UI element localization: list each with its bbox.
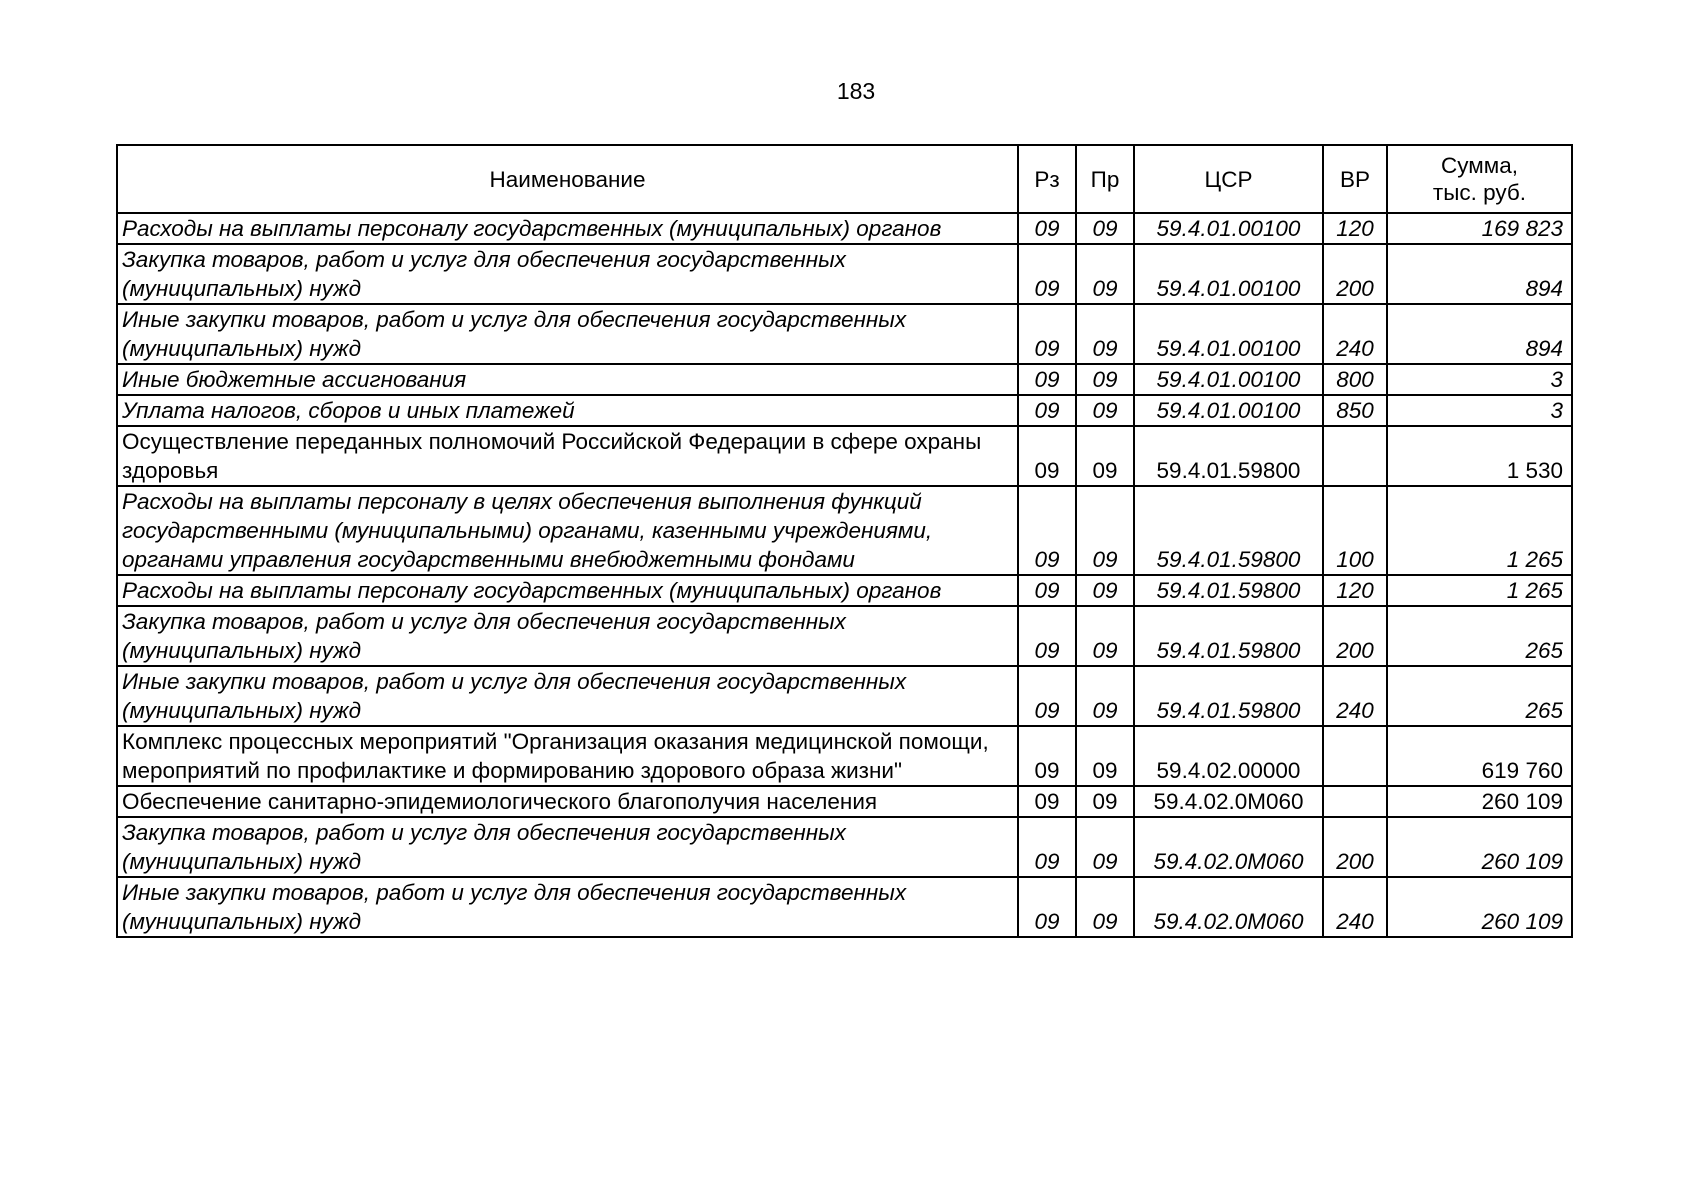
header-vr: ВР: [1323, 145, 1387, 213]
row-rz: 09: [1018, 213, 1076, 244]
row-csr: 59.4.02.0М060: [1134, 786, 1323, 817]
row-vr: [1323, 426, 1387, 486]
row-csr: 59.4.01.00100: [1134, 395, 1323, 426]
header-name: Наименование: [117, 145, 1018, 213]
row-sum: 260 109: [1387, 817, 1572, 877]
row-sum: 619 760: [1387, 726, 1572, 786]
row-csr: 59.4.01.59800: [1134, 486, 1323, 575]
row-csr: 59.4.01.59800: [1134, 575, 1323, 606]
row-vr: [1323, 786, 1387, 817]
row-vr: 240: [1323, 666, 1387, 726]
row-vr: 120: [1323, 213, 1387, 244]
row-name: Иные закупки товаров, работ и услуг для обеспечения государственных (муниципальных) нужд: [117, 666, 1018, 726]
table-row: [117, 426, 1572, 486]
table-row: [117, 575, 1572, 606]
row-rz: 09: [1018, 364, 1076, 395]
table-header-row: [117, 145, 1572, 213]
row-sum: 894: [1387, 304, 1572, 364]
row-csr: 59.4.01.59800: [1134, 606, 1323, 666]
row-name: Закупка товаров, работ и услуг для обеспечения государственных (муниципальных) нужд: [117, 817, 1018, 877]
header-sum-line1: Сумма,: [1441, 153, 1518, 178]
table-row: [117, 726, 1572, 786]
table-row: [117, 395, 1572, 426]
header-sum: [1387, 145, 1572, 213]
table-row: [117, 244, 1572, 304]
row-pr: 09: [1076, 786, 1134, 817]
table-row: [117, 213, 1572, 244]
row-rz: 09: [1018, 244, 1076, 304]
row-vr: 200: [1323, 606, 1387, 666]
row-pr: 09: [1076, 817, 1134, 877]
row-vr: 800: [1323, 364, 1387, 395]
row-csr: 59.4.01.00100: [1134, 304, 1323, 364]
row-vr: [1323, 726, 1387, 786]
table-row: [117, 606, 1572, 666]
row-sum: 260 109: [1387, 877, 1572, 937]
row-name: Обеспечение санитарно-эпидемиологического благополучия населения: [117, 786, 1018, 817]
row-sum: 1 265: [1387, 486, 1572, 575]
row-name: Комплекс процессных мероприятий "Организация оказания медицинской помощи, мероприятий по профилактике и формированию здорового образа жизни": [117, 726, 1018, 786]
row-rz: 09: [1018, 486, 1076, 575]
row-sum: 265: [1387, 666, 1572, 726]
row-pr: 09: [1076, 304, 1134, 364]
header-csr: ЦСР: [1134, 145, 1323, 213]
row-pr: 09: [1076, 575, 1134, 606]
row-rz: 09: [1018, 666, 1076, 726]
header-rz: Рз: [1018, 145, 1076, 213]
header-sum-line2: тыс. руб.: [1432, 180, 1527, 205]
row-name: Расходы на выплаты персоналу в целях обеспечения выполнения функций государственными (муниципальными) органами, казенными учреждениями, органами управления государственными внебюджетными фондами: [117, 486, 1018, 575]
row-rz: 09: [1018, 726, 1076, 786]
header-pr: Пр: [1076, 145, 1134, 213]
row-name: Расходы на выплаты персоналу государственных (муниципальных) органов: [117, 575, 1018, 606]
row-rz: 09: [1018, 575, 1076, 606]
row-csr: 59.4.01.59800: [1134, 426, 1323, 486]
row-vr: 850: [1323, 395, 1387, 426]
row-name: Расходы на выплаты персоналу государственных (муниципальных) органов: [117, 213, 1018, 244]
row-rz: 09: [1018, 606, 1076, 666]
row-rz: 09: [1018, 817, 1076, 877]
table-row: [117, 817, 1572, 877]
row-csr: 59.4.01.00100: [1134, 244, 1323, 304]
row-sum: 894: [1387, 244, 1572, 304]
row-vr: 100: [1323, 486, 1387, 575]
row-name: Уплата налогов, сборов и иных платежей: [117, 395, 1018, 426]
row-vr: 240: [1323, 304, 1387, 364]
table-body: [117, 213, 1572, 937]
row-rz: 09: [1018, 395, 1076, 426]
table-row: [117, 877, 1572, 937]
row-pr: 09: [1076, 726, 1134, 786]
row-pr: 09: [1076, 244, 1134, 304]
row-pr: 09: [1076, 426, 1134, 486]
row-csr: 59.4.01.00100: [1134, 364, 1323, 395]
page-number: 183: [836, 78, 876, 104]
row-pr: 09: [1076, 606, 1134, 666]
row-sum: 265: [1387, 606, 1572, 666]
row-name: Иные закупки товаров, работ и услуг для обеспечения государственных (муниципальных) нужд: [117, 304, 1018, 364]
row-csr: 59.4.02.0М060: [1134, 817, 1323, 877]
row-sum: 169 823: [1387, 213, 1572, 244]
row-vr: 240: [1323, 877, 1387, 937]
row-rz: 09: [1018, 877, 1076, 937]
row-vr: 120: [1323, 575, 1387, 606]
row-name: Закупка товаров, работ и услуг для обеспечения государственных (муниципальных) нужд: [117, 606, 1018, 666]
row-sum: 3: [1387, 364, 1572, 395]
row-name: Осуществление переданных полномочий Российской Федерации в сфере охраны здоровья: [117, 426, 1018, 486]
row-pr: 09: [1076, 486, 1134, 575]
row-pr: 09: [1076, 364, 1134, 395]
row-csr: 59.4.02.00000: [1134, 726, 1323, 786]
row-sum: 1 265: [1387, 575, 1572, 606]
row-pr: 09: [1076, 213, 1134, 244]
table-row: [117, 786, 1572, 817]
row-csr: 59.4.01.00100: [1134, 213, 1323, 244]
row-rz: 09: [1018, 426, 1076, 486]
row-rz: 09: [1018, 304, 1076, 364]
row-pr: 09: [1076, 395, 1134, 426]
table-row: [117, 666, 1572, 726]
budget-table: [116, 144, 1573, 938]
row-sum: 3: [1387, 395, 1572, 426]
row-csr: 59.4.01.59800: [1134, 666, 1323, 726]
row-sum: 260 109: [1387, 786, 1572, 817]
row-vr: 200: [1323, 244, 1387, 304]
table-row: [117, 304, 1572, 364]
table-row: [117, 486, 1572, 575]
row-vr: 200: [1323, 817, 1387, 877]
row-name: Иные бюджетные ассигнования: [117, 364, 1018, 395]
row-pr: 09: [1076, 877, 1134, 937]
row-rz: 09: [1018, 786, 1076, 817]
row-pr: 09: [1076, 666, 1134, 726]
row-name: Закупка товаров, работ и услуг для обеспечения государственных (муниципальных) нужд: [117, 244, 1018, 304]
table-row: [117, 364, 1572, 395]
row-csr: 59.4.02.0М060: [1134, 877, 1323, 937]
row-name: Иные закупки товаров, работ и услуг для обеспечения государственных (муниципальных) нужд: [117, 877, 1018, 937]
row-sum: 1 530: [1387, 426, 1572, 486]
